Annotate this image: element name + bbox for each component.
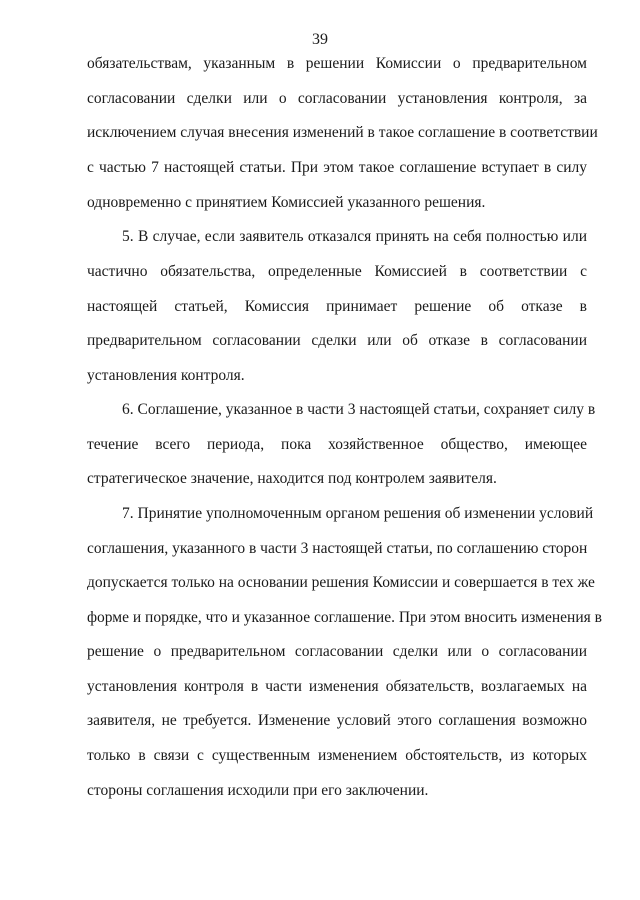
text-line-4: с частью 7 настоящей статьи. При этом такое соглашение вступает в силу [87,159,587,176]
text-line-2: согласовании сделки или о согласовании установления контроля, за [87,90,587,107]
text-line-9: предварительном согласовании сделки или об отказе в согласовании [87,332,587,349]
text-line-18: решение о предварительном согласовании сделки или о согласовании [87,643,587,660]
text-line-5: одновременно с принятием Комиссией указанного решения. [87,194,486,211]
text-line-8: настоящей статьей, Комиссия принимает решение об отказе в [87,298,587,315]
text-line-12: течение всего периода, пока хозяйственное общество, имеющее [87,436,587,453]
paragraph-7-start: 7. Принятие уполномоченным органом решения об изменении условий [122,505,594,522]
text-line-20: заявителя, не требуется. Изменение условий этого соглашения возможно [87,712,587,729]
page-number: 39 [312,31,328,48]
text-line-16: допускается только на основании решения Комиссии и совершается в тех же [87,574,595,591]
text-line-13: стратегическое значение, находится под контролем заявителя. [87,470,497,487]
text-line-15: соглашения, указанного в части 3 настоящей статьи, по соглашению сторон [87,540,588,557]
text-line-21: только в связи с существенным изменением обстоятельств, из которых [87,747,587,764]
paragraph-5-start: 5. В случае, если заявитель отказался принять на себя полностью или [122,228,587,245]
text-line-17: форме и порядке, что и указанное соглашение. При этом вносить изменения в [87,609,602,626]
text-line-22: стороны соглашения исходили при его заключении. [87,782,429,799]
text-line-19: установления контроля в части изменения обязательств, возлагаемых на [87,678,587,695]
paragraph-6-start: 6. Соглашение, указанное в части 3 настоящей статьи, сохраняет силу в [122,401,596,418]
text-line-3: исключением случая внесения изменений в такое соглашение в соответствии [87,124,598,141]
text-line-7: частично обязательства, определенные Комиссией в соответствии с [87,263,587,280]
text-line-1: обязательствам, указанным в решении Комиссии о предварительном [87,55,587,72]
text-line-10: установления контроля. [87,367,245,384]
